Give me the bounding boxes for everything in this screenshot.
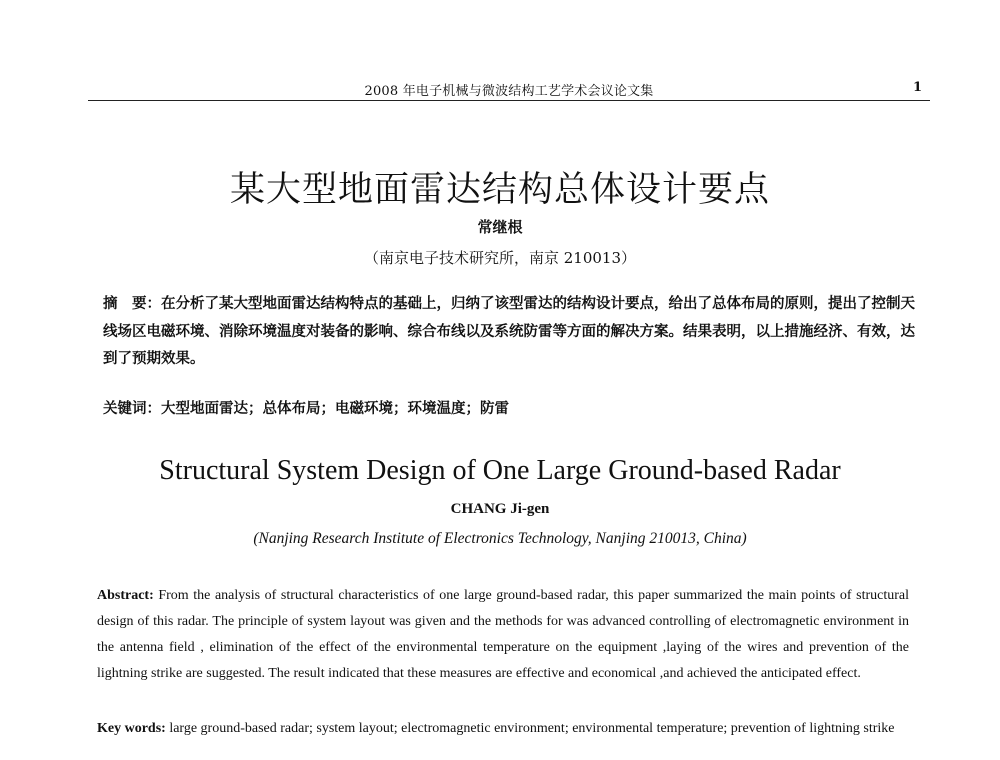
running-header — [88, 78, 930, 100]
page-number: 1 — [912, 80, 922, 95]
chinese-author: 常继根 — [477, 218, 523, 236]
chinese-abstract-text: 在分析了某大型地面雷达结构特点的基础上，归纳了该型雷达的结构设计要点，给出了总体布局的原则，提出了控制天线场区电磁环境、消除环境温度对装备的影响、综合布线以及系统防雷等方面的解决方案。结果表明，以上措施经济、有效，达到了预期效果。 — [103, 295, 915, 367]
chinese-abstract-label: 摘 要： — [103, 295, 161, 312]
chinese-title: 某大型地面雷达结构总体设计要点 — [229, 170, 770, 210]
chinese-affiliation: （南京电子技术研究所，南京 210013） — [363, 249, 637, 267]
english-abstract — [97, 583, 909, 687]
english-keywords-label: Key words: — [97, 721, 166, 736]
english-affiliation: (Nanjing Research Institute of Electronics Technology, Nanjing 210013, China) — [253, 530, 747, 547]
chinese-abstract — [103, 290, 915, 373]
english-abstract-text: From the analysis of structural characteristics of one large ground-based radar, this paper summarized the main points of structural design of this radar. The principle of system layout was given and the methods for was advanced controlling of electromagnetic environment in the antenna field , elimination of the effect of the environmental temperature on the equipment ,laying of the wires and prevention of the lightning strike are suggested. The result indicated that these measures are effective and economical ,and achieved the anticipated effect. — [97, 588, 910, 681]
chinese-keywords-text: 大型地面雷达；总体布局；电磁环境；环境温度；防雷 — [161, 400, 509, 417]
chinese-keywords-label: 关键词： — [103, 400, 161, 417]
english-author: CHANG Ji-gen — [450, 501, 550, 517]
header-rule — [88, 100, 930, 101]
chinese-keywords — [103, 397, 915, 418]
english-abstract-label: Abstract: — [97, 588, 154, 603]
english-title: Structural System Design of One Large Ground-based Radar — [159, 455, 841, 486]
english-keywords-text: large ground-based radar; system layout; electromagnetic environment; environmental temperature; prevention of lightning strike — [169, 721, 895, 736]
running-title: 2008 年电子机械与微波结构工艺学术会议论文集 — [364, 84, 654, 99]
english-keywords — [97, 717, 909, 741]
